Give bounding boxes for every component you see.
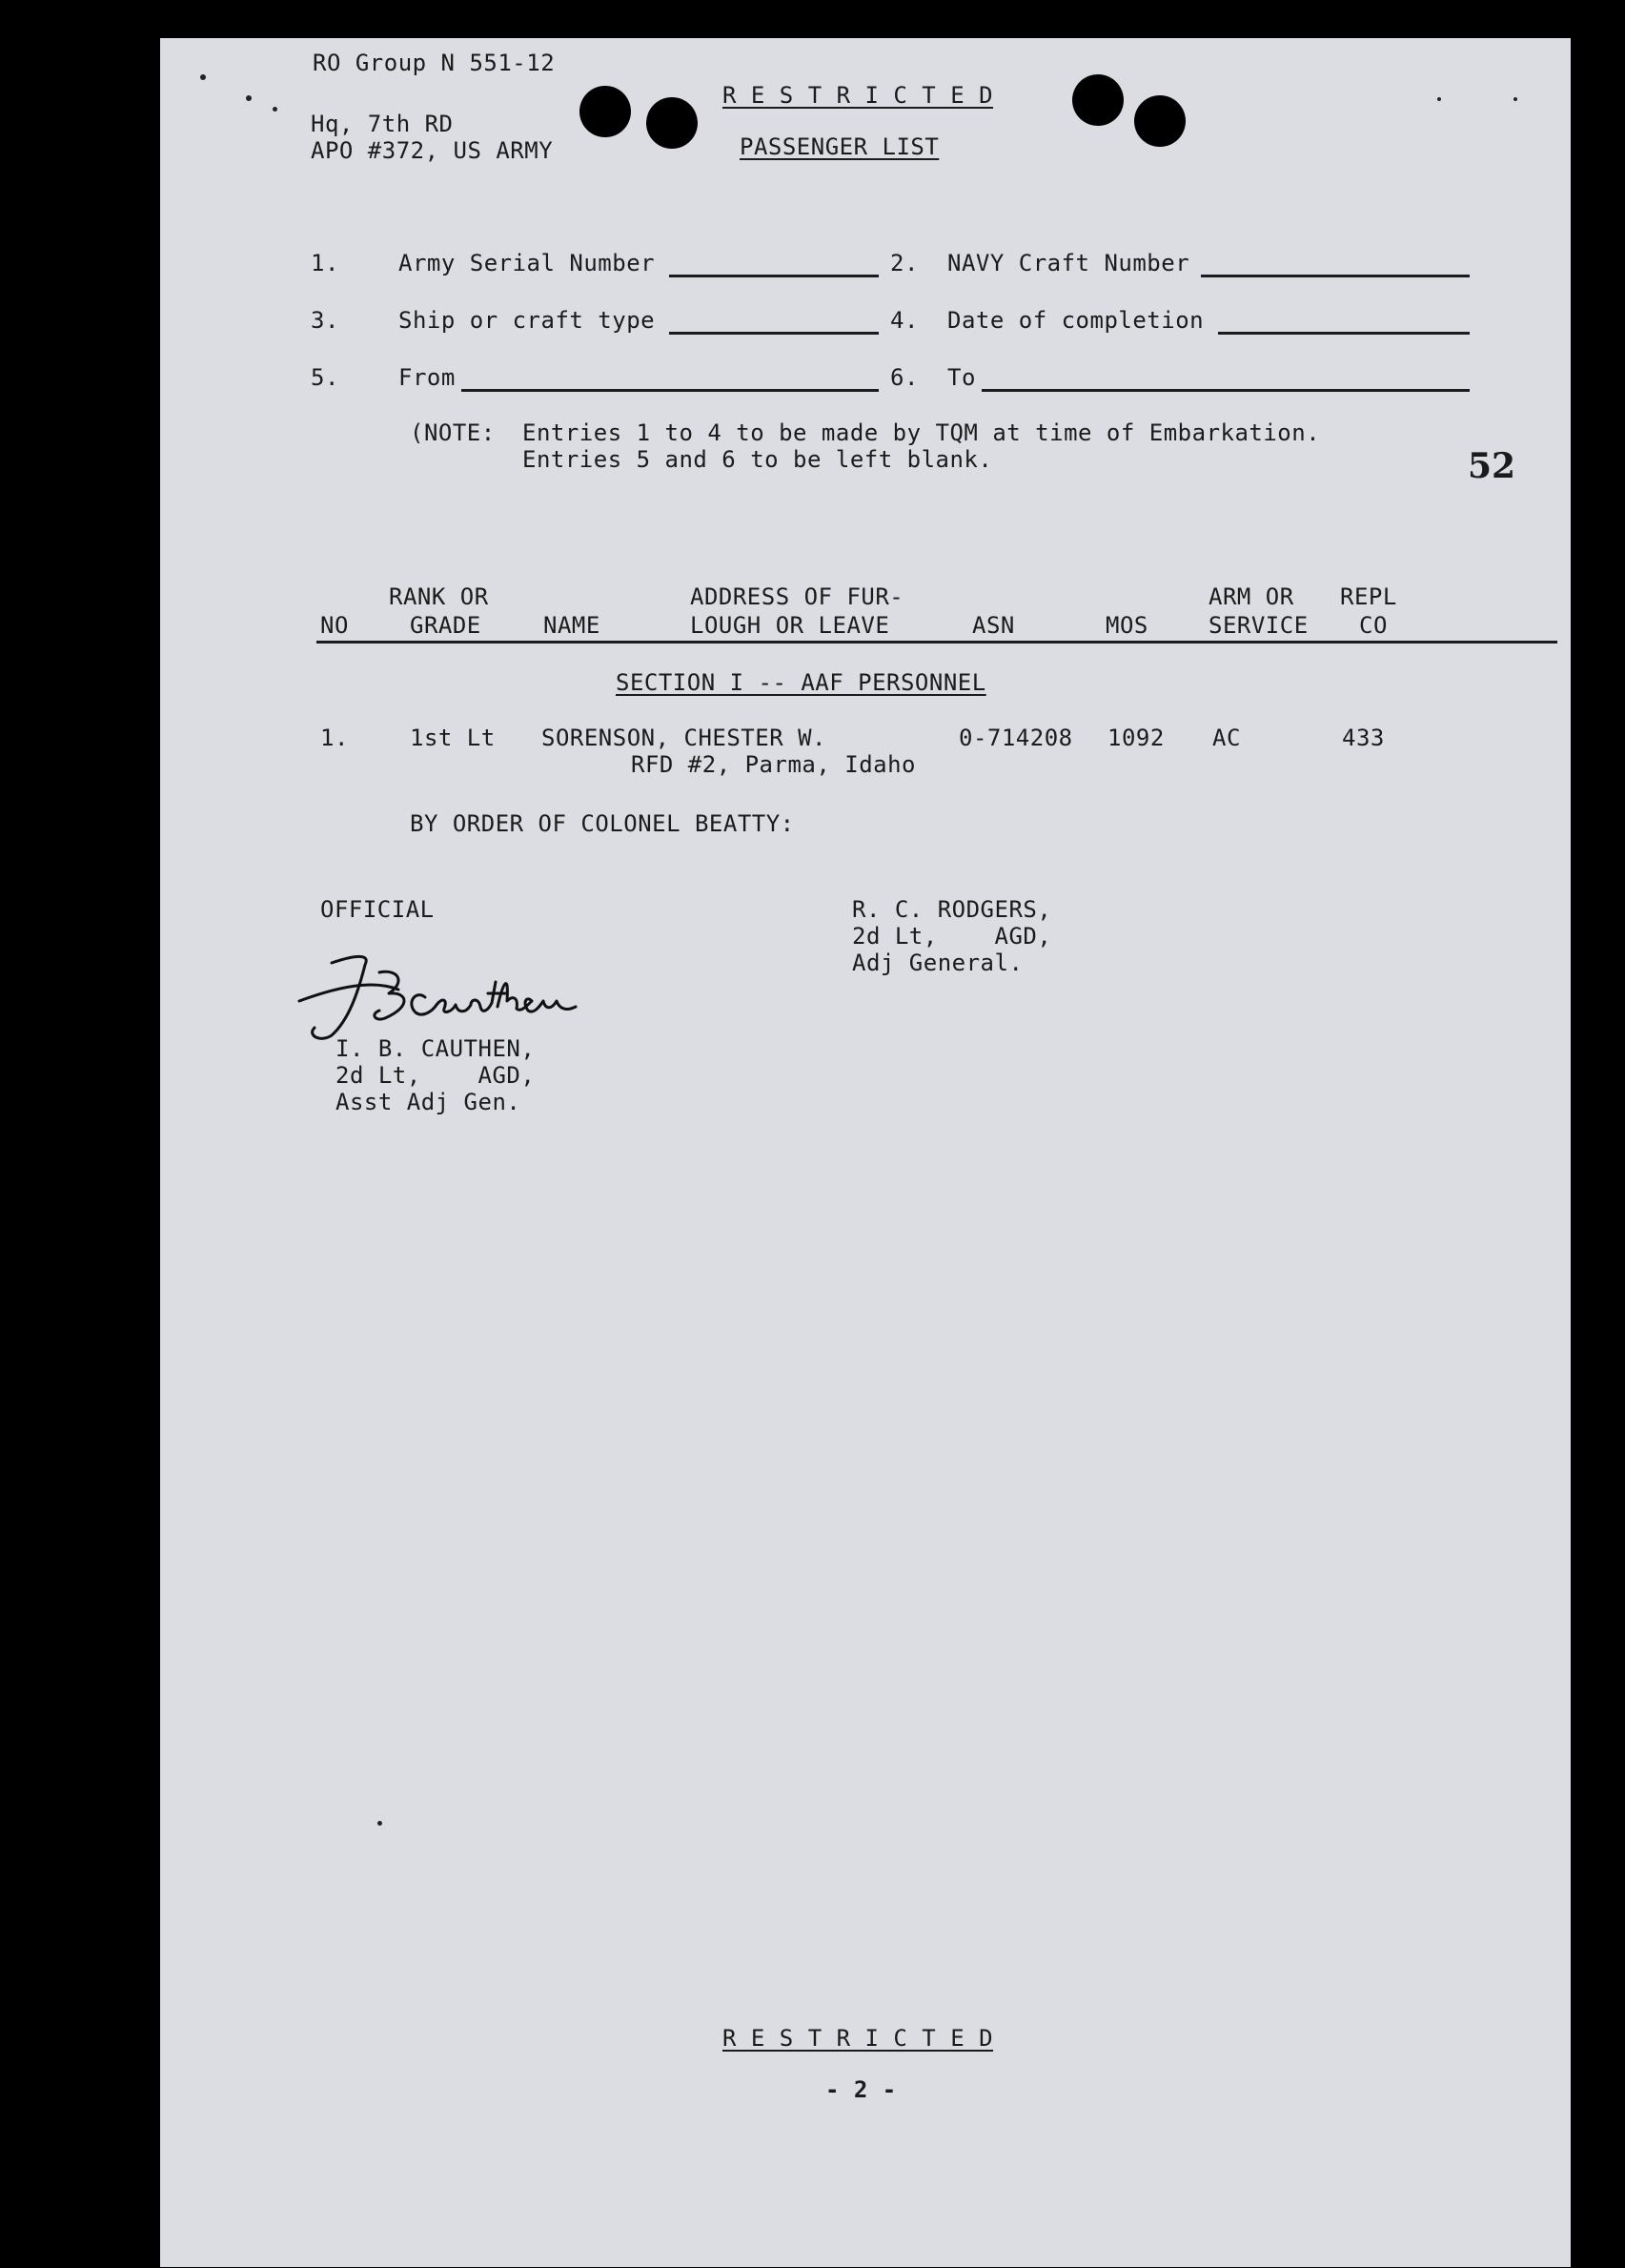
- col-mos: MOS: [1106, 612, 1148, 639]
- field-5-blank: [461, 389, 879, 392]
- row-rank: 1st Lt: [410, 725, 496, 751]
- field-6-blank: [982, 389, 1470, 392]
- row-repl: 433: [1342, 725, 1385, 751]
- row-address: RFD #2, Parma, Idaho: [631, 751, 916, 778]
- field-2-label: NAVY Craft Number: [947, 250, 1190, 276]
- speck: [1437, 97, 1441, 101]
- col-no: NO: [320, 612, 349, 639]
- speck: [246, 95, 252, 101]
- apo-address: APO #372, US ARMY: [311, 137, 554, 164]
- row-asn: 0-714208: [959, 725, 1073, 751]
- field-5-number: 5.: [311, 364, 339, 391]
- headquarters: Hq, 7th RD: [311, 111, 454, 137]
- field-6-label: To: [947, 364, 976, 391]
- field-1-number: 1.: [311, 250, 339, 276]
- field-1-label: Army Serial Number: [398, 250, 656, 276]
- signer-right-title: Adj General.: [852, 950, 1024, 976]
- classification-bottom: R E S T R I C T E D: [722, 2025, 994, 2052]
- official-label: OFFICIAL: [320, 896, 435, 923]
- order-line: BY ORDER OF COLONEL BEATTY:: [410, 810, 795, 837]
- punch-hole: [579, 86, 631, 137]
- col-rank-line1: RANK OR: [389, 583, 489, 610]
- field-3-label: Ship or craft type: [398, 307, 656, 334]
- signer-left-rank: 2d Lt, AGD,: [335, 1062, 536, 1089]
- col-rank-line2: GRADE: [410, 612, 481, 639]
- col-address-line1: ADDRESS OF FUR-: [690, 583, 904, 610]
- punch-hole: [1134, 95, 1186, 147]
- field-4-blank: [1218, 332, 1470, 335]
- field-4-number: 4.: [890, 307, 919, 334]
- field-3-number: 3.: [311, 307, 339, 334]
- field-6-number: 6.: [890, 364, 919, 391]
- speck: [377, 1821, 382, 1826]
- note-prefix: (NOTE:: [410, 419, 496, 446]
- signer-right-name: R. C. RODGERS,: [852, 896, 1052, 923]
- handwritten-signature: [294, 944, 589, 1049]
- signer-left-title: Asst Adj Gen.: [335, 1089, 521, 1115]
- row-no: 1.: [320, 725, 349, 751]
- header-rule: [316, 641, 1557, 644]
- field-4-label: Date of completion: [947, 307, 1205, 334]
- note-line-1: Entries 1 to 4 to be made by TQM at time of Embarkation.: [522, 419, 1321, 446]
- col-repl-line2: CO: [1359, 612, 1388, 639]
- col-asn: ASN: [972, 612, 1015, 639]
- page-number-stamp: 52: [1468, 446, 1516, 486]
- speck: [200, 74, 206, 80]
- document-page: [160, 38, 1571, 2267]
- field-3-blank: [669, 332, 879, 335]
- row-arm: AC: [1212, 725, 1241, 751]
- list-title: PASSENGER LIST: [740, 133, 940, 160]
- speck: [1513, 97, 1517, 101]
- footer-page-number: - 2 -: [825, 2076, 897, 2103]
- ro-group: RO Group N 551-12: [313, 50, 556, 76]
- section-heading: SECTION I -- AAF PERSONNEL: [616, 669, 986, 696]
- col-arm-line1: ARM OR: [1209, 583, 1294, 610]
- field-2-blank: [1201, 275, 1470, 277]
- row-mos: 1092: [1107, 725, 1165, 751]
- note-line-2: Entries 5 and 6 to be left blank.: [522, 446, 993, 473]
- signer-left-name: I. B. CAUTHEN,: [335, 1035, 536, 1062]
- punch-hole: [1072, 74, 1124, 126]
- col-name: NAME: [543, 612, 600, 639]
- classification-top: R E S T R I C T E D: [722, 82, 994, 109]
- row-name: SORENSON, CHESTER W.: [541, 725, 826, 751]
- signer-right-rank: 2d Lt, AGD,: [852, 923, 1052, 950]
- col-arm-line2: SERVICE: [1209, 612, 1309, 639]
- speck: [273, 107, 277, 112]
- col-repl-line1: REPL: [1340, 583, 1397, 610]
- punch-hole: [646, 97, 698, 149]
- field-5-label: From: [398, 364, 456, 391]
- field-2-number: 2.: [890, 250, 919, 276]
- field-1-blank: [669, 275, 879, 277]
- col-address-line2: LOUGH OR LEAVE: [690, 612, 890, 639]
